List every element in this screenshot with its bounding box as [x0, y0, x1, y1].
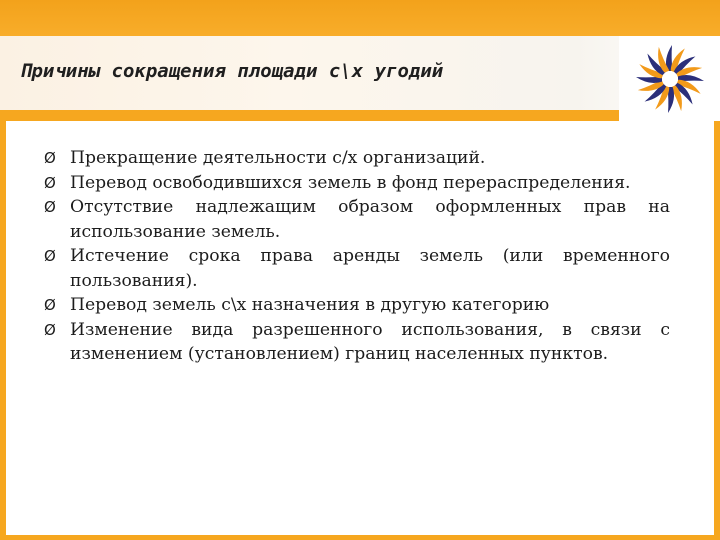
list-item-text: Перевод земель с\х назначения в другую категорию	[70, 295, 550, 315]
list-item	[44, 171, 670, 196]
bullet-list	[44, 146, 670, 367]
list-item-text: Истечение срока права аренды земель (или временного пользования).	[70, 246, 670, 291]
arrow-bullet-icon: Ø	[44, 149, 56, 167]
list-item-text: Перевод освободившихся земель в фонд перераспределения.	[70, 172, 631, 193]
list-item-text: Прекращение деятельности с/х организаций.	[70, 148, 486, 168]
arrow-bullet-icon: Ø	[44, 198, 56, 216]
list-item-text: Изменение вида разрешенного использования, в связи с изменением (установлением) границ населенных пунктов.	[70, 319, 670, 364]
sun-swirl-icon	[633, 42, 707, 116]
list-item	[44, 318, 670, 367]
arrow-bullet-icon: Ø	[44, 296, 56, 314]
slide-title: Причины сокращения площади с\х угодий	[20, 60, 444, 82]
list-item	[44, 146, 670, 171]
arrow-bullet-icon: Ø	[44, 320, 56, 339]
list-item	[44, 244, 670, 293]
list-item	[44, 293, 670, 318]
arrow-bullet-icon: Ø	[44, 247, 56, 265]
logo	[619, 36, 720, 121]
list-item	[44, 195, 670, 244]
arrow-bullet-icon: Ø	[44, 173, 56, 192]
list-item-text: Отсутствие надлежащим образом оформленных прав на использование земель.	[70, 197, 670, 242]
top-bar	[0, 0, 720, 36]
